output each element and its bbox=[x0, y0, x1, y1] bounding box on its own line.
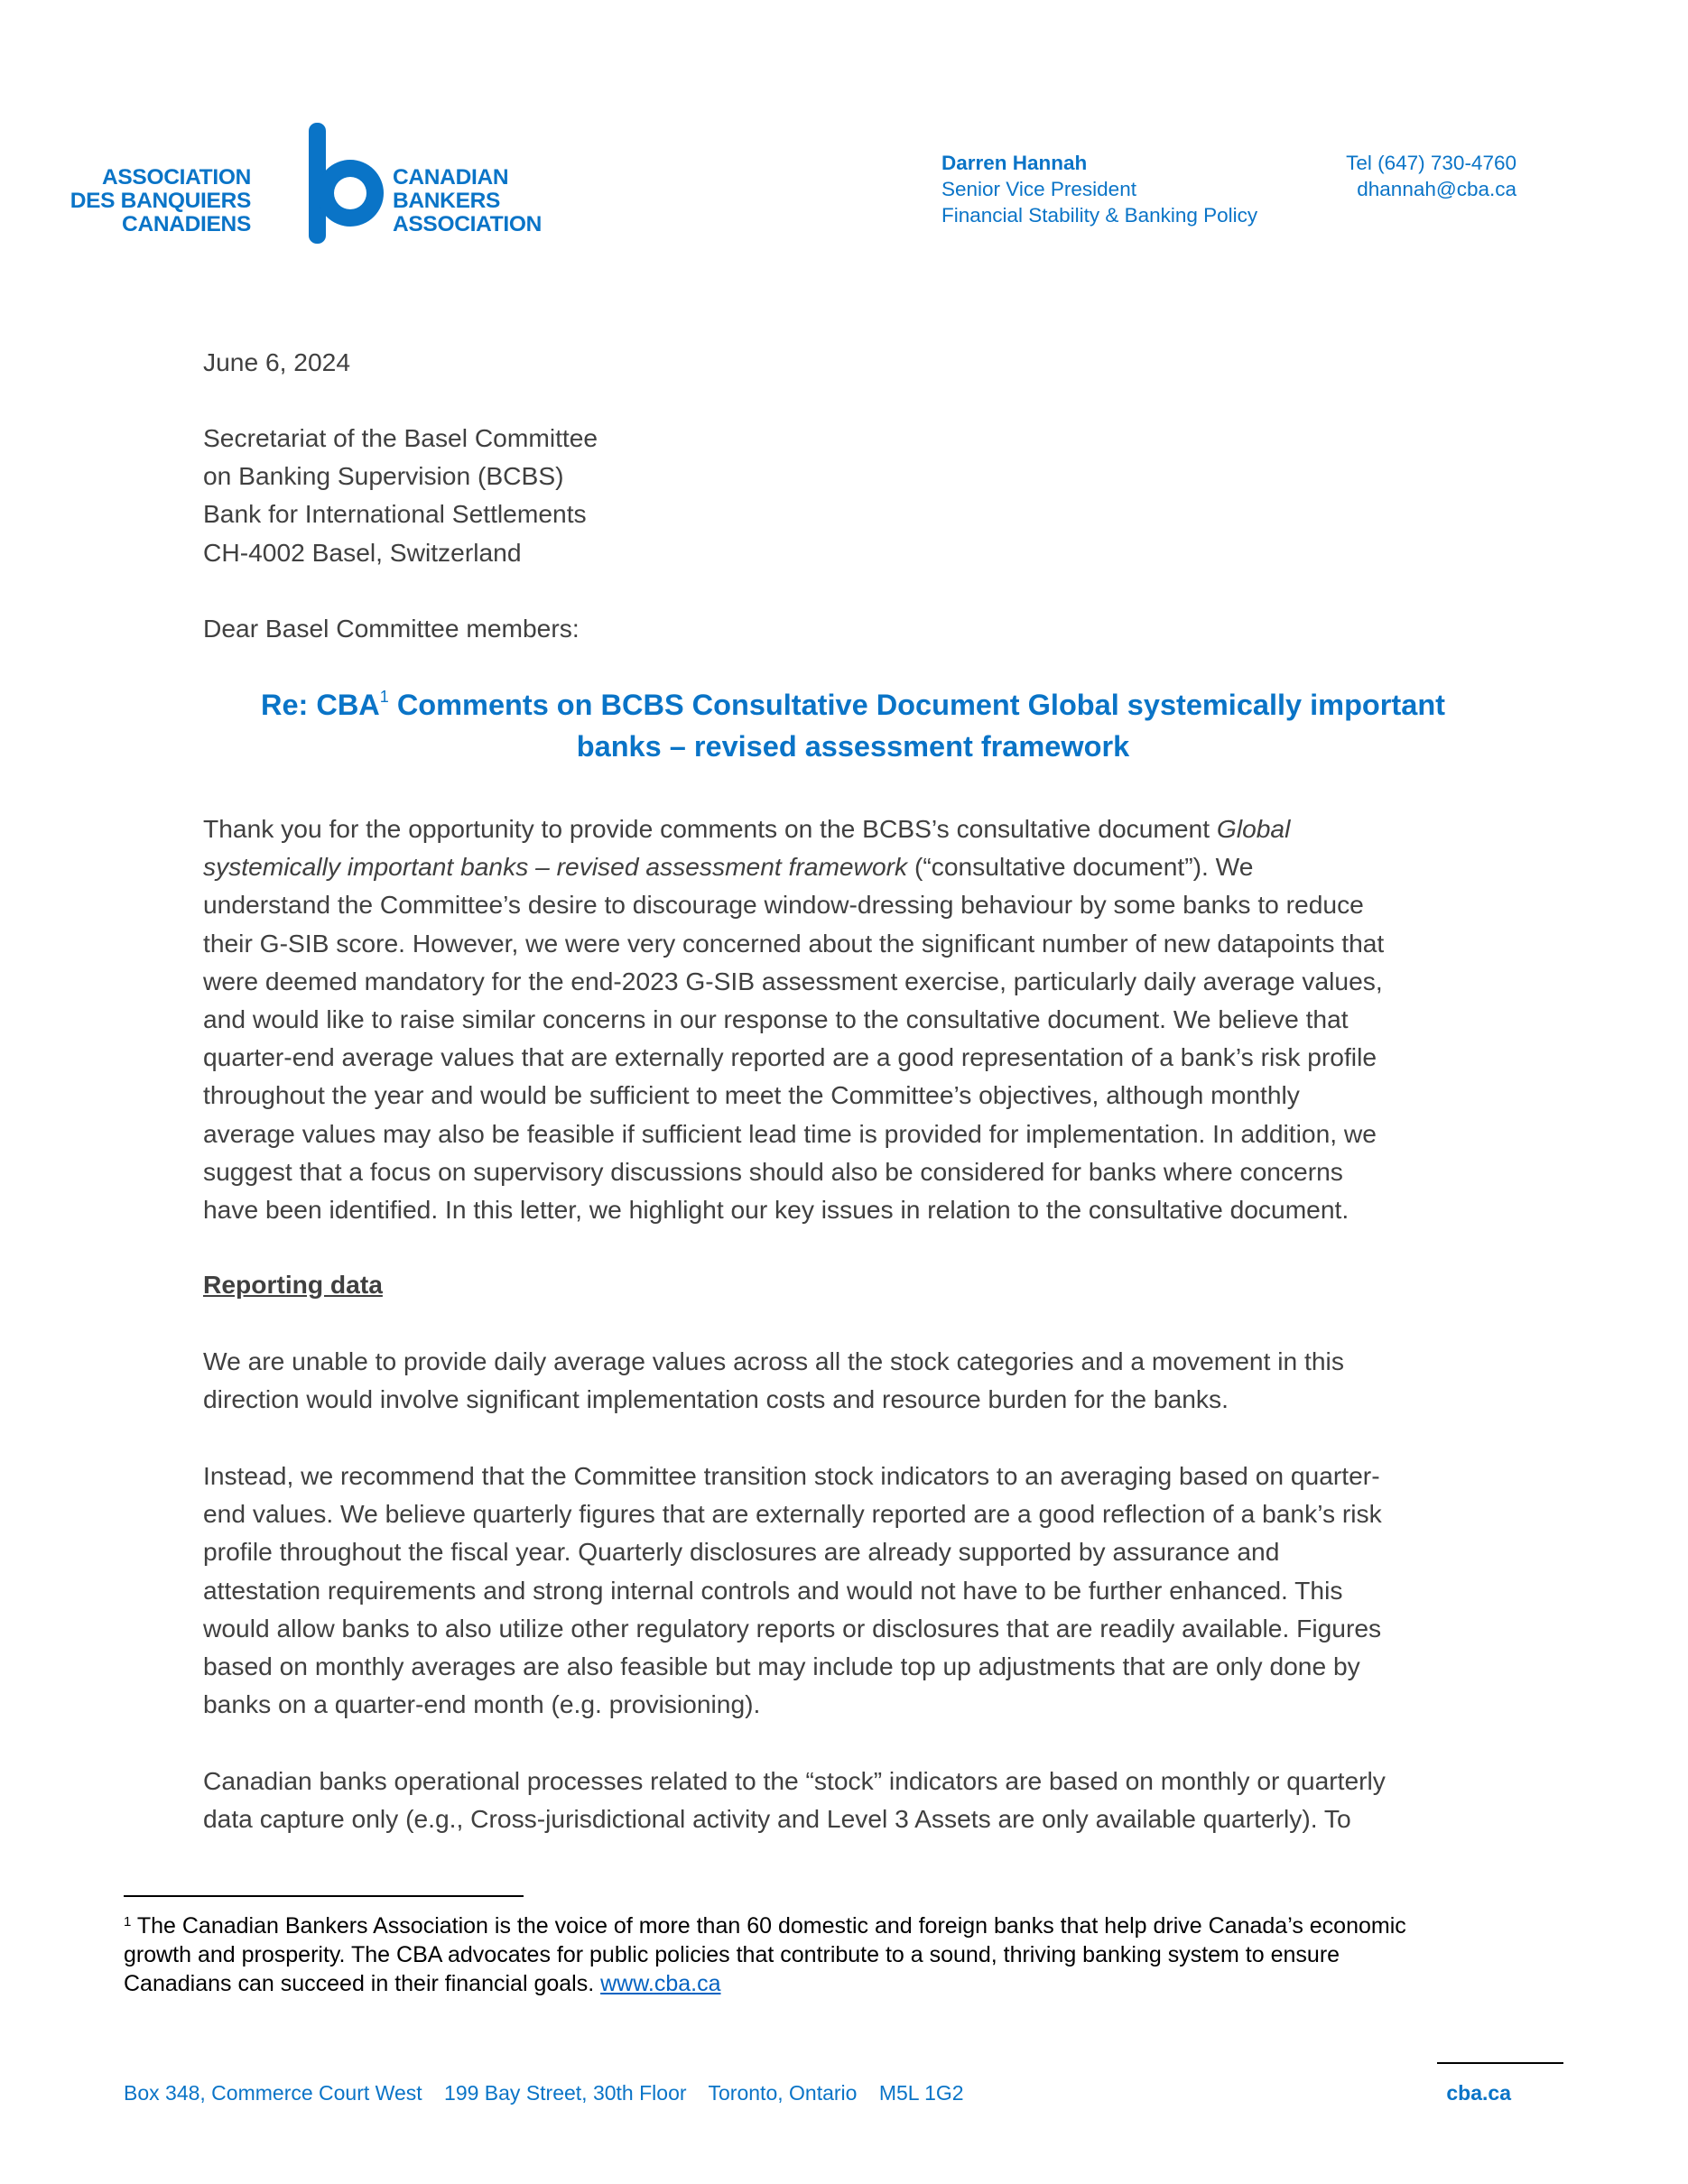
subject-heading bbox=[203, 684, 1503, 767]
logo-b-icon bbox=[309, 123, 385, 245]
paragraph-intro: Thank you for the opportunity to provide comments on the BCBS’s consultative document Global systemically important banks – revised assessment framework (“consultative document”). We understand the Committee’s desire to discourage window-dressing behaviour by some banks to reduce their G-SIB score. However, we were very concerned about the significant number of new datapoints that were deemed mandatory for the end-2023 G-SIB assessment exercise, particularly daily average values, and would like to raise similar concerns in our response to the consultative document. We believe that quarter-end average values that are externally reported are a good representation of a bank’s risk profile throughout the year and would be sufficient to meet the Committee’s objectives, although monthly average values may also be feasible if sufficient lead time is provided for implementation. In addition, we suggest that a focus on supervisory discussions should also be considered for banks where concerns have been identified. In this letter, we highlight our key issues in relation to the consultative document. bbox=[203, 814, 1385, 1225]
cba-logo bbox=[70, 123, 551, 245]
footer-website[interactable]: cba.ca bbox=[1446, 2081, 1511, 2105]
sender-department: Financial Stability & Banking Policy bbox=[941, 204, 1258, 227]
sender-email[interactable]: dhannah@cba.ca bbox=[1357, 178, 1516, 200]
section-heading-reporting-data: Reporting data bbox=[203, 1270, 383, 1299]
recipient-address bbox=[203, 419, 1503, 571]
sender-details bbox=[941, 150, 1257, 228]
paragraph-recommendation: Instead, we recommend that the Committee transition stock indicators to an averaging based on quarter- end values. We believe quarterly figures that are externally reported are a good reflection of a bank’s risk profile throughout the fiscal year. Quarterly disclosures are already supported by assurance and attestation requirements and strong internal controls and would not have to be further enhanced. This would allow banks to also utilize other regulatory reports or disclosures that are readily available. Figures based on monthly averages are also feasible but may include top up adjustments that are only done by banks on a quarter-end month (e.g. provisioning). bbox=[203, 1461, 1382, 1719]
subject-line-1: Re: CBA$^1$ Comments on BCBS Consultative Document Global systemically important bbox=[260, 688, 1446, 721]
paragraph-daily-averages: We are unable to provide daily average values across all the stock categories and a movement in this direction would involve significant implementation costs and resource burden for the banks. bbox=[203, 1346, 1344, 1414]
subject-line-2: banks – revised assessment framework bbox=[576, 730, 1130, 763]
address-line: CH-4002 Basel, Switzerland bbox=[203, 537, 522, 567]
footnote: $^1$ The Canadian Bankers Association is the voice of more than 60 domestic and foreign banks that help drive Canada’s economic growth and prosperity. The CBA advocates for public policies that contribute to a sound, thriving banking system to ensure Canadians can succeed in their financial goals. www.cba.ca bbox=[124, 1913, 1406, 1996]
sender-contact bbox=[1300, 150, 1516, 202]
logo-text-french: ASSOCIATION DES BANQUIERS CANADIENS bbox=[70, 165, 251, 236]
letter-date: June 6, 2024 bbox=[203, 347, 351, 376]
footnote-number: 1 bbox=[124, 1914, 132, 1930]
footer-divider bbox=[1437, 2062, 1563, 2064]
footer-address: Box 348, Commerce Court West 199 Bay Street, 30th Floor Toronto, Ontario M5L 1G2 bbox=[124, 2081, 964, 2105]
footnote-divider bbox=[124, 1895, 524, 1897]
footnote-ref: 1 bbox=[379, 688, 389, 706]
sender-phone: Tel (647) 730-4760 bbox=[1346, 152, 1516, 174]
sender-title: Senior Vice President bbox=[941, 178, 1136, 200]
cba-website-link[interactable]: www.cba.ca bbox=[600, 1971, 721, 1996]
address-line: on Banking Supervision (BCBS) bbox=[203, 461, 564, 491]
logo-text-english: CANADIAN BANKERS ASSOCIATION bbox=[393, 165, 543, 236]
address-line: Secretariat of the Basel Committee bbox=[203, 423, 598, 452]
sender-name: Darren Hannah bbox=[941, 152, 1088, 174]
address-line: Bank for International Settlements bbox=[203, 499, 587, 529]
salutation: Dear Basel Committee members: bbox=[203, 614, 580, 643]
paragraph-operational-processes: Canadian banks operational processes related to the “stock” indicators are based on monthly or quarterly data capture only (e.g., Cross-jurisdictional activity and Level 3 Assets are only available quarterly). To bbox=[203, 1766, 1386, 1834]
